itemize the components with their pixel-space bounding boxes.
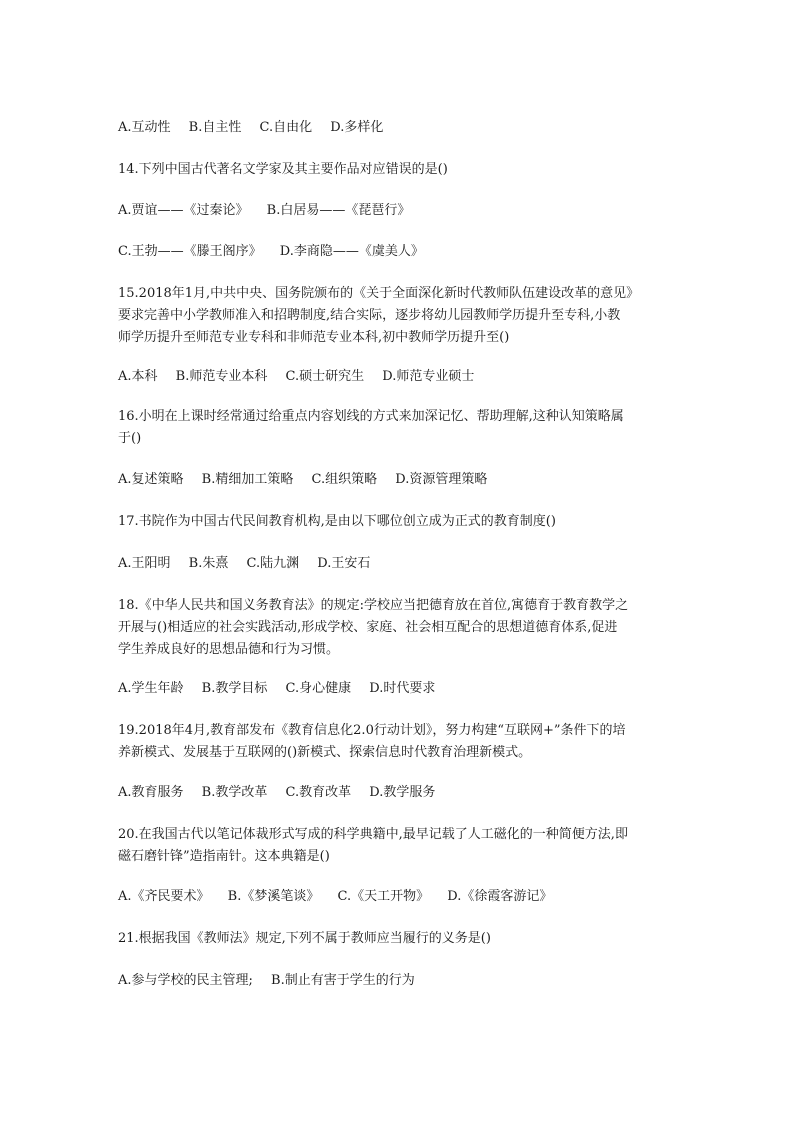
question-line: 20.在我国古代以笔记体裁形式写成的科学典籍中,最早记载了人工磁化的一种简便方法,即 bbox=[118, 827, 628, 842]
option-d: D.教学服务 bbox=[369, 785, 436, 800]
q14-options-row2 bbox=[118, 241, 680, 263]
option-d: D.王安石 bbox=[317, 556, 371, 571]
question-line: 16.小明在上课时经常通过给重点内容划线的方式来加深记忆、帮助理解,这种认知策略属 bbox=[118, 409, 624, 424]
option-d: D.多样化 bbox=[330, 120, 384, 135]
question-line: 磁石磨针锋”造指南针。这本典籍是() bbox=[118, 849, 330, 864]
option-d: D.资源管理策略 bbox=[395, 472, 488, 487]
question-line: 于() bbox=[118, 431, 142, 446]
option-a: A.《齐民要术》 bbox=[118, 889, 210, 904]
question-line: 18.《中华人民共和国义务教育法》的规定:学校应当把德育放在首位,寓德育于教育教学之 bbox=[118, 598, 629, 613]
option-a: A.王阳明 bbox=[118, 556, 171, 571]
option-c: C.王勃——《滕王阁序》 bbox=[118, 244, 262, 259]
question-line: 师学历提升至师范专业专科和非师范专业本科,初中教师学历提升至() bbox=[118, 330, 510, 345]
question-line: 15.2018年1月,中共中央、国务院颁布的《关于全面深化新时代教师队伍建设改革的意见》 bbox=[118, 286, 640, 301]
option-a: A.学生年龄 bbox=[118, 681, 184, 696]
question-21: 21.根据我国《教师法》规定,下列不属于教师应当履行的义务是() bbox=[118, 931, 491, 946]
option-d: D.李商隐——《虞美人》 bbox=[279, 244, 424, 259]
option-c: C.身心健康 bbox=[285, 681, 352, 696]
option-d: D.时代要求 bbox=[369, 681, 436, 696]
question-line: 要求完善中小学教师准入和招聘制度,结合实际，逐步将幼儿园教师学历提升至专科,小教 bbox=[118, 308, 621, 323]
question-line: 养新模式、发展基于互联网的()新模式、探索信息时代教育治理新模式。 bbox=[118, 745, 532, 760]
option-b: B.教学改革 bbox=[201, 785, 268, 800]
option-a: A.贾谊——《过秦论》 bbox=[118, 203, 249, 218]
q13-options bbox=[118, 117, 680, 139]
option-a: A.教育服务 bbox=[118, 785, 184, 800]
option-b: B.白居易——《琵琶行》 bbox=[266, 203, 411, 218]
option-c: C.教育改革 bbox=[285, 785, 352, 800]
option-a: A.本科 bbox=[118, 369, 158, 384]
question-17: 17.书院作为中国古代民间教育机构,是由以下哪位创立成为正式的教育制度() bbox=[118, 514, 556, 529]
option-d: D.《徐霞客游记》 bbox=[447, 889, 553, 904]
question-line: 19.2018年4月,教育部发布《教育信息化2.0行动计划》，努力构建“互联网+”条件下的培 bbox=[118, 723, 626, 738]
option-c: C.硕士研究生 bbox=[285, 369, 365, 384]
q20-options bbox=[118, 886, 680, 908]
q18-options bbox=[118, 678, 680, 700]
question-20 bbox=[118, 824, 678, 868]
option-a: A.参与学校的民主管理; bbox=[118, 973, 253, 988]
question-line: 开展与()相适应的社会实践活动,形成学校、家庭、社会相互配合的思想道德育体系,促进 bbox=[118, 620, 618, 635]
question-16 bbox=[118, 406, 678, 450]
q21-options bbox=[118, 970, 680, 992]
q16-options bbox=[118, 469, 680, 491]
question-14: 14.下列中国古代著名文学家及其主要作品对应错误的是() bbox=[118, 162, 448, 177]
option-a: A.复述策略 bbox=[118, 472, 184, 487]
question-18 bbox=[118, 595, 678, 661]
question-15 bbox=[118, 283, 678, 349]
option-a: A.互动性 bbox=[118, 120, 171, 135]
option-c: C.组织策略 bbox=[311, 472, 378, 487]
option-b: B.教学目标 bbox=[201, 681, 268, 696]
q14-options-row1 bbox=[118, 200, 680, 222]
option-c: C.陆九渊 bbox=[246, 556, 300, 571]
option-b: B.朱熹 bbox=[188, 556, 229, 571]
q15-options bbox=[118, 366, 680, 388]
question-line: 学生养成良好的思想品德和行为习惯。 bbox=[118, 642, 340, 657]
option-b: B.精细加工策略 bbox=[201, 472, 294, 487]
option-c: C.自由化 bbox=[259, 120, 313, 135]
option-b: B.师范专业本科 bbox=[175, 369, 268, 384]
option-d: D.师范专业硕士 bbox=[382, 369, 475, 384]
option-c: C.《天工开物》 bbox=[337, 889, 430, 904]
question-19 bbox=[118, 720, 678, 764]
option-b: B.《梦溪笔谈》 bbox=[227, 889, 320, 904]
q17-options bbox=[118, 553, 680, 575]
q19-options bbox=[118, 782, 680, 804]
option-b: B.制止有害于学生的行为 bbox=[271, 973, 415, 988]
option-b: B.自主性 bbox=[188, 120, 242, 135]
